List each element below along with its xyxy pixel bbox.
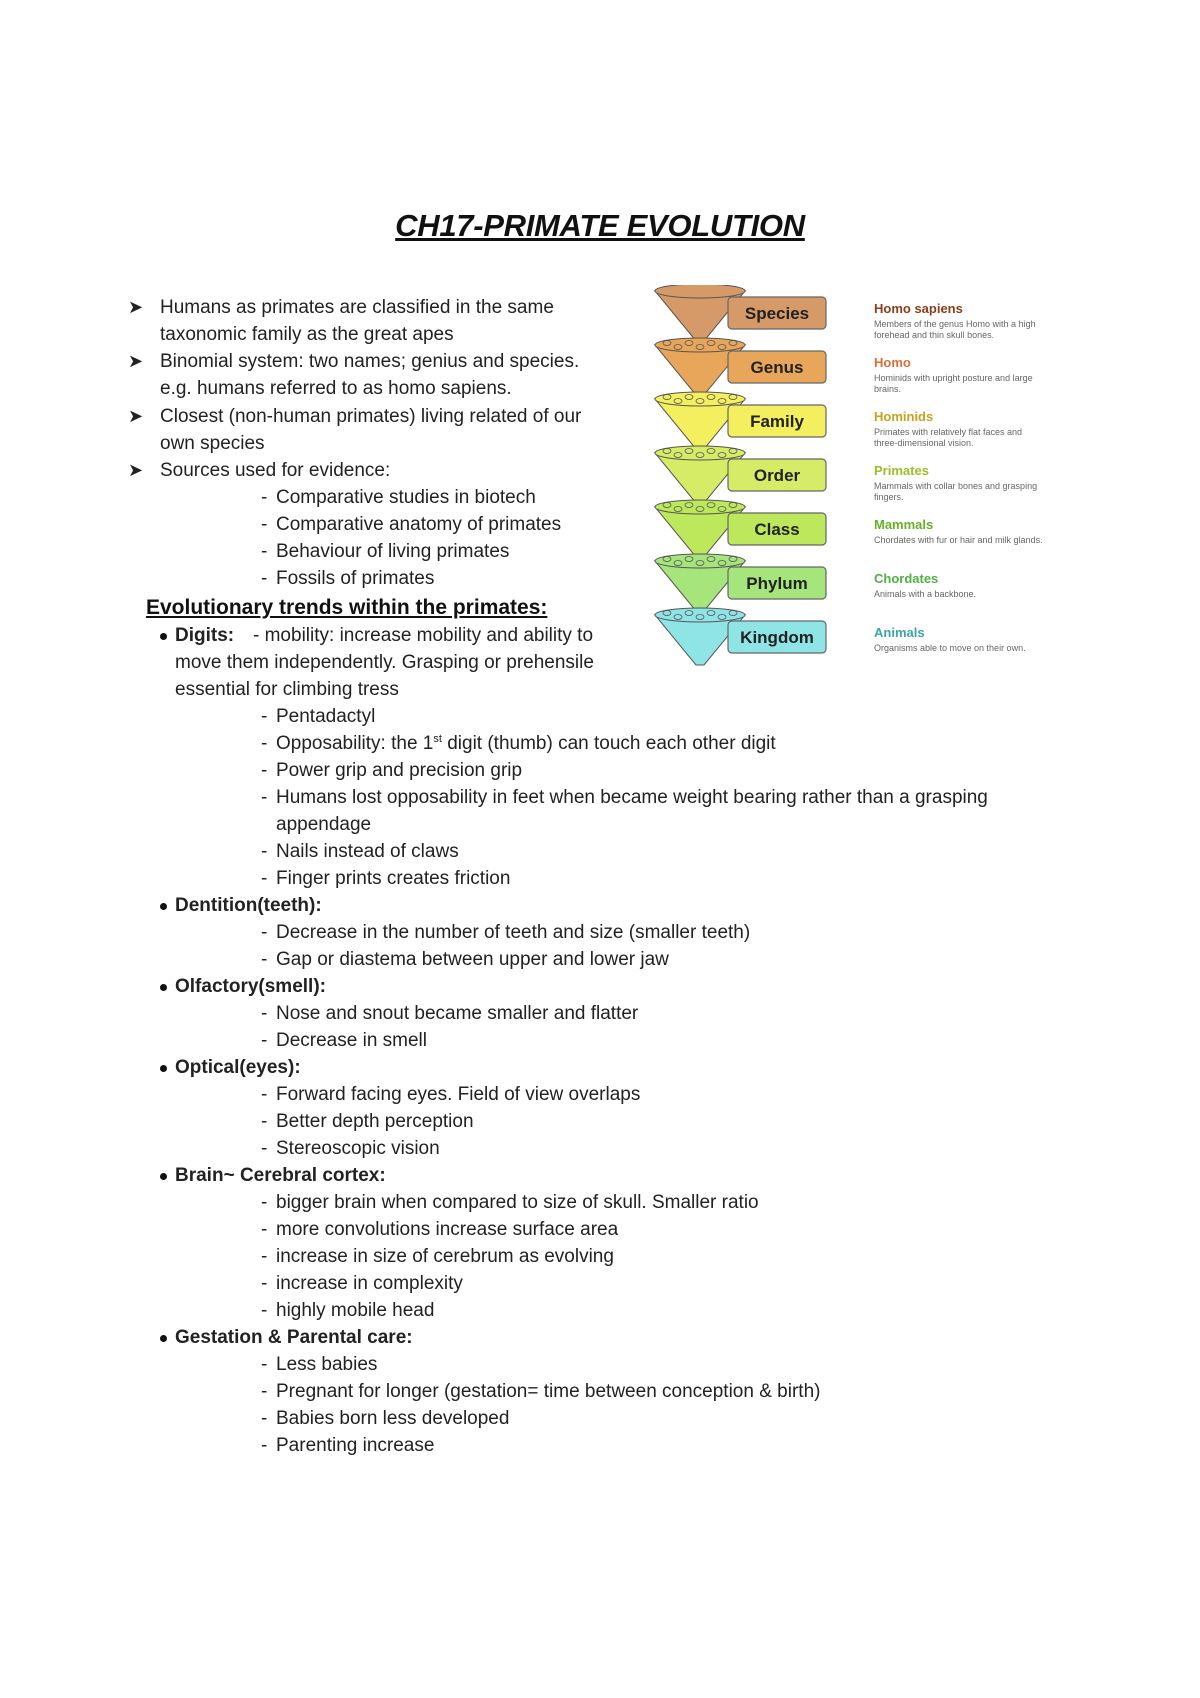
intro-point-3-line-2: own species [160, 433, 265, 454]
gestation-item: Pregnant for longer (gestation= time between conception & birth) [276, 1381, 821, 1402]
intro-point-3-line-1: Closest (non-human primates) living related of our [160, 406, 582, 427]
bullet-icon [160, 984, 167, 991]
digits-item-pentadactyl: Pentadactyl [276, 706, 376, 727]
taxonomy-level-label: Class [754, 520, 800, 539]
taxonomy-title: Mammals [874, 517, 934, 532]
arrow-bullet-icon: ➤ [128, 460, 144, 480]
taxonomy-diagram [650, 285, 1050, 685]
source-item: Behaviour of living primates [276, 541, 510, 562]
source-item: Fossils of primates [276, 568, 435, 589]
dash-marker: - [261, 1435, 268, 1456]
dentition-item: Gap or diastema between upper and lower jaw [276, 949, 669, 970]
dash-marker: - [261, 1192, 268, 1213]
funnel-phylum [655, 554, 826, 611]
taxonomy-description: Animals with a backbone. [874, 589, 977, 599]
dash-marker: - [261, 1381, 268, 1402]
bullet-icon [160, 633, 167, 640]
arrow-bullet-icon: ➤ [128, 297, 144, 317]
intro-point-2-line-1: Binomial system: two names; genius and species. [160, 351, 580, 372]
bullet-icon [160, 1173, 167, 1180]
taxonomy-description: Organisms able to move on their own. [874, 643, 1026, 653]
dash-marker: - [261, 1246, 268, 1267]
dash-marker: - [261, 541, 268, 562]
dash-marker: - [261, 1111, 268, 1132]
optical-item: Better depth perception [276, 1111, 474, 1132]
bullet-icon [160, 903, 167, 910]
brain-item: more convolutions increase surface area [276, 1219, 619, 1240]
taxonomy-level-label: Order [753, 466, 801, 485]
optical-item: Stereoscopic vision [276, 1138, 440, 1159]
digits-item-opposability: Opposability: the 1st digit (thumb) can touch each other digit [276, 733, 776, 754]
dentition-label: Dentition(teeth): [175, 895, 322, 916]
digits-item-fingerprints: Finger prints creates friction [276, 868, 511, 889]
dash-marker: - [261, 1138, 268, 1159]
brain-item: bigger brain when compared to size of skull. Smaller ratio [276, 1192, 759, 1213]
digits-label: Digits: [175, 625, 235, 646]
page-title: CH17-PRIMATE EVOLUTION [395, 208, 805, 243]
digits-desc-line-2: move them independently. Grasping or prehensile [175, 652, 594, 673]
dash-marker: - [261, 733, 268, 754]
taxonomy-title: Animals [874, 625, 925, 640]
gestation-item: Babies born less developed [276, 1408, 510, 1429]
taxonomy-title: Chordates [874, 571, 939, 586]
dash-marker: - [261, 706, 268, 727]
dentition-item: Decrease in the number of teeth and size (smaller teeth) [276, 922, 751, 943]
taxonomy-description: Chordates with fur or hair and milk glands. [874, 535, 1043, 545]
taxonomy-title: Hominids [874, 409, 934, 424]
dash-marker: - [261, 949, 268, 970]
gestation-label: Gestation & Parental care: [175, 1327, 413, 1348]
source-item: Comparative studies in biotech [276, 487, 536, 508]
dash-marker: - [261, 760, 268, 781]
brain-item: increase in complexity [276, 1273, 463, 1294]
digits-item-feet-cont: appendage [276, 814, 372, 835]
intro-point-1-line-1: Humans as primates are classified in the same [160, 297, 554, 318]
taxonomy-description: Primates with relatively flat faces and three-dimensional vision. [874, 427, 1023, 448]
dash-marker: - [261, 1219, 268, 1240]
gestation-item: Less babies [276, 1354, 378, 1375]
olfactory-item: Decrease in smell [276, 1030, 427, 1051]
digits-desc-line-3: essential for climbing tress [175, 679, 399, 700]
taxonomy-title: Homo sapiens [874, 301, 963, 316]
olfactory-label: Olfactory(smell): [175, 976, 326, 997]
digits-item-feet: Humans lost opposability in feet when became weight bearing rather than a grasping [276, 787, 988, 808]
optical-item: Forward facing eyes. Field of view overlaps [276, 1084, 641, 1105]
funnel-genus [655, 338, 826, 395]
dash-marker: - [261, 514, 268, 535]
digits-item-grip: Power grip and precision grip [276, 760, 523, 781]
gestation-item: Parenting increase [276, 1435, 435, 1456]
digits-desc-line-1: - mobility: increase mobility and ability to [253, 625, 594, 646]
dash-marker: - [261, 1408, 268, 1429]
funnel-family [655, 392, 826, 449]
dash-marker: - [261, 1084, 268, 1105]
intro-point-1-line-2: taxonomic family as the great apes [160, 324, 454, 345]
taxonomy-level-label: Species [744, 304, 810, 323]
arrow-bullet-icon: ➤ [128, 351, 144, 371]
dash-marker: - [261, 1354, 268, 1375]
funnel-species [655, 285, 826, 341]
funnel-kingdom [655, 608, 826, 665]
taxonomy-title: Primates [874, 463, 929, 478]
intro-point-2-line-2: e.g. humans referred to as homo sapiens. [160, 378, 512, 399]
dash-marker: - [261, 922, 268, 943]
taxonomy-level-label: Family [750, 412, 804, 431]
taxonomy-level-label: Genus [750, 358, 804, 377]
bullet-icon [160, 1335, 167, 1342]
dash-marker: - [261, 841, 268, 862]
optical-label: Optical(eyes): [175, 1057, 301, 1078]
funnel-class [655, 500, 826, 557]
dash-marker: - [261, 868, 268, 889]
source-item: Comparative anatomy of primates [276, 514, 562, 535]
taxonomy-level-label: Phylum [746, 574, 808, 593]
dash-marker: - [261, 1273, 268, 1294]
dash-marker: - [261, 1300, 268, 1321]
digits-item-nails: Nails instead of claws [276, 841, 459, 862]
taxonomy-description: Members of the genus Homo with a high forehead and thin skull bones. [874, 319, 1036, 340]
dash-marker: - [261, 787, 268, 808]
dash-marker: - [261, 487, 268, 508]
funnel-order [655, 446, 826, 503]
brain-item: increase in size of cerebrum as evolving [276, 1246, 614, 1267]
taxonomy-description: Mammals with collar bones and grasping fingers. [874, 481, 1038, 502]
taxonomy-description: Hominids with upright posture and large brains. [874, 373, 1033, 394]
dash-marker: - [261, 1030, 268, 1051]
brain-label: Brain~ Cerebral cortex: [175, 1165, 386, 1186]
brain-item: highly mobile head [276, 1300, 435, 1321]
trends-heading: Evolutionary trends within the primates: [146, 596, 548, 619]
bullet-icon [160, 1065, 167, 1072]
arrow-bullet-icon: ➤ [128, 406, 144, 426]
dash-marker: - [261, 1003, 268, 1024]
taxonomy-level-label: Kingdom [740, 628, 814, 647]
taxonomy-title: Homo [874, 355, 911, 370]
dash-marker: - [261, 568, 268, 589]
olfactory-item: Nose and snout became smaller and flatter [276, 1003, 639, 1024]
intro-point-4-line-1: Sources used for evidence: [160, 460, 391, 481]
